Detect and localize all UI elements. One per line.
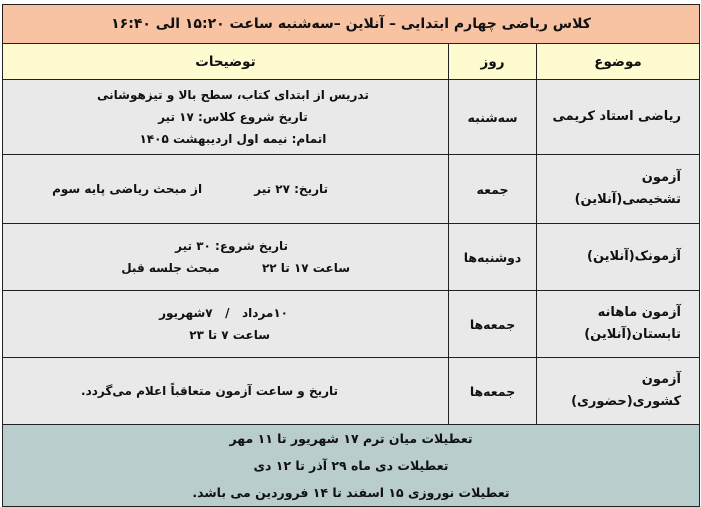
header-topic: موضوع xyxy=(537,44,700,80)
day-cell: دوشنبه‌ها xyxy=(449,224,537,291)
desc-cell xyxy=(3,224,449,291)
desc-line: تدریس از ابتدای کتاب، سطح بالا و تیزهوشانی xyxy=(97,88,369,102)
holiday-line: تعطیلات دی ماه ۲۹ آذر تا ۱۲ دی xyxy=(253,458,449,473)
desc-cell xyxy=(3,291,449,358)
desc-hours: ساعت ۱۷ تا ۲۲ xyxy=(261,261,351,275)
desc-cell xyxy=(3,358,449,425)
table-row xyxy=(3,224,700,291)
topic-text: تابستان(آنلاین) xyxy=(584,327,682,342)
day-cell: جمعه‌ها xyxy=(449,358,537,425)
desc-line: اتمام: نیمه اول اردیبهشت ۱۴۰۵ xyxy=(139,132,327,146)
desc-cell xyxy=(3,155,449,224)
desc-line xyxy=(3,257,448,279)
schedule-table xyxy=(2,4,700,507)
desc-line: ساعت ۷ تا ۲۳ xyxy=(189,328,271,342)
table-row xyxy=(3,155,700,224)
desc-line: ۱۰مرداد / ۷شهریور xyxy=(159,306,289,320)
desc-subject: از مبحث ریاضی پایه سوم xyxy=(52,182,203,196)
day-cell: سه‌شنبه xyxy=(449,80,537,155)
topic-text: آزمونک(آنلاین) xyxy=(587,249,682,264)
topic-cell xyxy=(537,80,700,155)
day-cell: جمعه‌ها xyxy=(449,291,537,358)
topic-text: ریاضی استاد کریمی xyxy=(552,109,682,124)
holidays-cell xyxy=(3,425,700,507)
topic-text: آزمون ماهانه xyxy=(597,305,682,320)
topic-cell xyxy=(537,224,700,291)
topic-cell xyxy=(537,358,700,425)
topic-cell xyxy=(537,155,700,224)
desc-line: تاریخ شروع: ۳۰ تیر xyxy=(175,239,289,253)
table-title: کلاس ریاضی چهارم ابتدایی – آنلاین –سه‌شنبه ساعت ۱۵:۲۰ الی ۱۶:۴۰ xyxy=(3,5,700,44)
header-row xyxy=(3,44,700,80)
header-desc: توضیحات xyxy=(3,44,449,80)
holidays-row xyxy=(3,425,700,507)
desc-cell xyxy=(3,80,449,155)
topic-text: آزمون کشوری(حضوری) xyxy=(571,372,682,409)
holiday-line: تعطیلات میان ترم ۱۷ شهریور تا ۱۱ مهر xyxy=(229,431,473,446)
topic-text: آزمون تشخیصی(آنلاین) xyxy=(574,170,682,207)
topic-cell xyxy=(537,291,700,358)
day-cell: جمعه xyxy=(449,155,537,224)
desc-subject: مبحث جلسه قبل xyxy=(121,261,220,275)
desc-line: تاریخ و ساعت آزمون متعاقباً اعلام می‌گردد. xyxy=(81,384,339,398)
desc-date: تاریخ: ۲۷ تیر xyxy=(254,182,329,196)
table-row xyxy=(3,80,700,155)
header-day: روز xyxy=(449,44,537,80)
holiday-line: تعطیلات نوروزی ۱۵ اسفند تا ۱۴ فروردین می باشد. xyxy=(192,485,510,500)
desc-line: تاریخ شروع کلاس: ۱۷ تیر xyxy=(158,110,308,124)
table-row xyxy=(3,291,700,358)
table-row xyxy=(3,358,700,425)
